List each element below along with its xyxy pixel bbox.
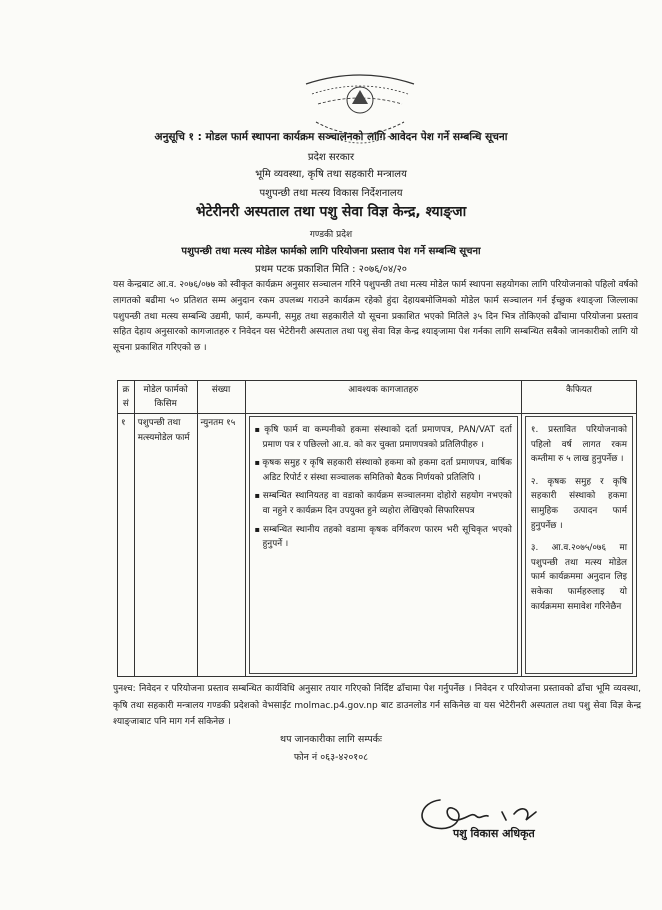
header-remarks: कैफियत: [521, 381, 636, 414]
header-documents: आवश्यक कागजातहरु: [245, 381, 521, 414]
document-item: ▪ कृषि फार्म वा कम्पनीको हकमा संस्थाको दर्ता प्रमाणपत्र, PAN/VAT दर्ता प्रमाण पत्र र पछिल्लो आ.व. को कर चुक्ता प्रमाणपत्रको प्रतिलिपीहरु ।: [263, 423, 512, 452]
remark-item: २. कृषक समुह र कृषि सहकारी संस्थाको हकमा सामुहिक उत्पादन फार्म हुनुपर्नेछ ।: [530, 476, 627, 531]
publish-date: प्रथम पटक प्रकाशित मिति : २०७६/०४/२०: [255, 264, 407, 275]
table-header-row: [118, 381, 637, 414]
row-model-farm: पशुपन्छी तथा मत्स्यमोडेल फार्म: [134, 414, 197, 677]
notice-title: पशुपन्छी तथा मत्स्य मोडेल फार्मको लागि परियोजना प्रस्ताव पेश गर्ने सम्बन्धि सूचना: [181, 246, 481, 257]
office-name: भेटेरीनरी अस्पताल तथा पशु सेवा विज्ञ केन्द्र, श्याङ्जा: [195, 204, 467, 220]
contact-label: थप जानकारीका लागि सम्पर्कः: [280, 734, 382, 745]
annex-title: अनुसूचि १ : मोडल फार्म स्थापना कार्यक्रम सञ्चालनको लागि आवेदन पेश गर्ने सम्बन्धि सूचना: [154, 131, 508, 143]
row-number: न्युनतम १५: [197, 414, 245, 677]
requirements-table: [117, 380, 637, 677]
remark-item: ३. आ.व.२०७५/०७६ मा पशुपन्छी तथा मत्स्य मोडेल फार्म कार्यक्रममा अनुदान लिइ सकेका फार्महरुलाइ यो कार्यक्रममा समावेश गरिनेछैन: [530, 543, 627, 612]
row-remarks: [521, 414, 636, 677]
signature-icon: [410, 790, 580, 850]
directorate-name: पशुपन्छी तथा मत्स्य विकास निर्देशनालय: [259, 188, 403, 199]
postscript-note: पुनश्च: निवेदन र परियोजना प्रस्ताव सम्बन्धित कार्यविधि अनुसार तयार गरिएको निर्दिष्ट ढाँचामा पेश गर्नुपर्नेछ । निवेदन र परियोजना प्रस्तावको ढाँचा भूमि व्यवस्था, कृषि तथा सहकारी मन्त्रालय गण्डकी प्रदेशको वेभसाईट molmac.p4.gov.np बाट डाउनलोड गर्न सकिनेछ वा यस भेटेरीनरी अस्पताल तथा पशु सेवा विज्ञ केन्द्र श्याङ्जाबाट पनि माग गर्न सकिनेछ ।: [113, 684, 641, 727]
document-item: ▪ कृषक समुह र कृषि सहकारी संस्थाको हकमा को हकमा दर्ता प्रमाणपत्र, वार्षिक अडिट रिपोर्ट र संस्था सञ्चालक समितिको बैठक निर्णयको प्रतिलिपि ।: [263, 456, 512, 485]
row-documents: [245, 414, 521, 677]
intro-paragraph: यस केन्द्रबाट आ.व. २०७६/०७७ को स्वीकृत कार्यक्रम अनुसार सञ्चालन गरिने पशुपन्छी तथा मत्स्य मोडेल फार्म स्थापना सहयोगका लागि परियोजनाको पहिलो वर्षको लागतको बढीमा ५० प्रतिशत सम्म अनुदान रकम उपलब्ध गराउने कार्यक्रम रहेको हुंदा देहायबमोजिमको मोडेल फार्म सञ्चालन गर्न ईच्छुक श्याङ्जा जिल्लाका पशुपन्छी तथा मत्स्य सम्बन्धि उद्यमी, फार्म, कम्पनी, समुह तथा सहकारीले यो सूचना प्रकाशित भएको मितिले ३५ दिन भित्र तोकिएको ढाँचामा परियोजना प्रस्ताव सहित देहाय अनुसारको कागजातहरु र निवेदन यस भेटेरीनरी अस्पताल तथा पशु सेवा विज्ञ केन्द्र श्याङ्जामा पेश गर्नका लागि सम्बन्धित सबैको जानकारीको लागि यो सूचना प्रकाशित गरिएको छ ।: [113, 280, 638, 354]
signer-title: पशु विकास अधिकृत: [453, 827, 535, 840]
header-sn: क्र सं: [118, 381, 135, 414]
header-model-farm: मोडेल फार्मको किसिम: [134, 381, 197, 414]
document-item: ▪ सम्बन्धित स्थानीय तहको वडामा कृषक वर्गिकरण फारम भरी सूचिकृत भएको हुनुपर्ने ।: [263, 523, 512, 552]
province-government: प्रदेश सरकार: [307, 152, 355, 163]
header-number: संख्या: [197, 381, 245, 414]
table-row: [118, 414, 637, 677]
remark-item: १. प्रस्तावित परियोजनाको पहिलो वर्ष लागत रकम कम्तीमा रु ५ लाख हुनुपर्नेछ ।: [530, 425, 627, 465]
contact-phone: फोन नं ०६३-४२०१०८: [293, 752, 369, 763]
province-name: गण्डकी प्रदेश: [309, 230, 353, 240]
row-sn: १: [118, 414, 135, 677]
ministry-name: भूमि व्यवस्था, कृषि तथा सहकारी मन्त्रालय: [255, 169, 407, 180]
document-item: ▪ सम्बन्धित स्थानियतह वा वडाको कार्यक्रम सञ्चालनमा दोहोरो सहयोग नभएको वा नहुने र कार्यक्रम दिन उपयुक्त हुने व्यहोरा लेखिएको सिफारिसपत्र: [263, 489, 512, 518]
